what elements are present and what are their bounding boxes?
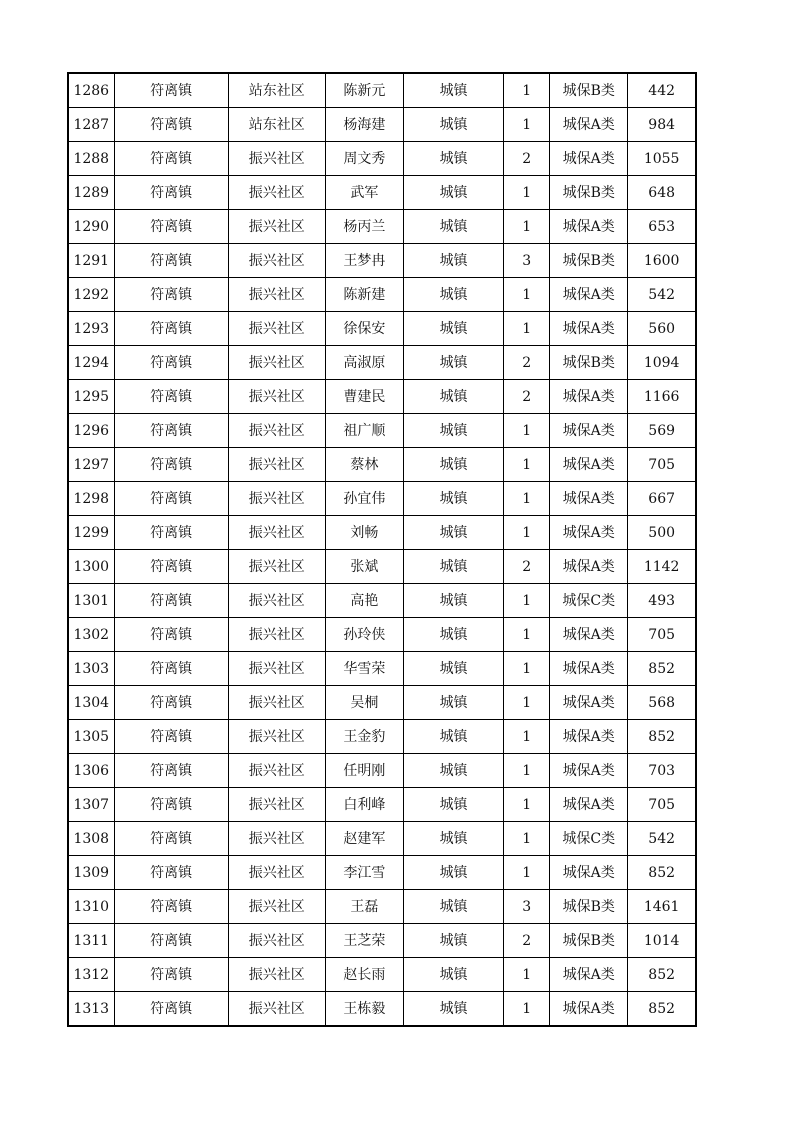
resident-name-cell: 孙玲侠: [325, 618, 403, 652]
insurance-category-cell: 城保A类: [550, 686, 628, 720]
insurance-category-cell: 城保B类: [550, 176, 628, 210]
town-cell: 符离镇: [114, 550, 228, 584]
household-count-cell: 2: [504, 142, 550, 176]
town-cell: 符离镇: [114, 73, 228, 108]
resident-name-cell: 王栋毅: [325, 992, 403, 1027]
insurance-category-cell: 城保A类: [550, 958, 628, 992]
town-cell: 符离镇: [114, 142, 228, 176]
town-cell: 符离镇: [114, 856, 228, 890]
town-cell: 符离镇: [114, 312, 228, 346]
amount-cell: 705: [628, 788, 696, 822]
table-row: [68, 108, 696, 142]
resident-name-cell: 高艳: [325, 584, 403, 618]
household-count-cell: 1: [504, 992, 550, 1027]
community-cell: 振兴社区: [228, 652, 325, 686]
resident-name-cell: 陈新建: [325, 278, 403, 312]
amount-cell: 852: [628, 652, 696, 686]
table-row: [68, 516, 696, 550]
community-cell: 振兴社区: [228, 822, 325, 856]
insurance-category-cell: 城保A类: [550, 142, 628, 176]
community-cell: 振兴社区: [228, 312, 325, 346]
row-number-cell: 1299: [68, 516, 114, 550]
table-row: [68, 312, 696, 346]
insurance-category-cell: 城保A类: [550, 312, 628, 346]
row-number-cell: 1310: [68, 890, 114, 924]
area-type-cell: 城镇: [403, 958, 503, 992]
resident-name-cell: 白利峰: [325, 788, 403, 822]
area-type-cell: 城镇: [403, 550, 503, 584]
community-cell: 振兴社区: [228, 890, 325, 924]
community-cell: 振兴社区: [228, 516, 325, 550]
row-number-cell: 1294: [68, 346, 114, 380]
amount-cell: 705: [628, 448, 696, 482]
area-type-cell: 城镇: [403, 618, 503, 652]
amount-cell: 1166: [628, 380, 696, 414]
community-cell: 振兴社区: [228, 720, 325, 754]
town-cell: 符离镇: [114, 346, 228, 380]
town-cell: 符离镇: [114, 822, 228, 856]
row-number-cell: 1292: [68, 278, 114, 312]
resident-name-cell: 华雪荣: [325, 652, 403, 686]
row-number-cell: 1289: [68, 176, 114, 210]
area-type-cell: 城镇: [403, 176, 503, 210]
area-type-cell: 城镇: [403, 992, 503, 1027]
insurance-category-cell: 城保A类: [550, 210, 628, 244]
table-row: [68, 924, 696, 958]
community-cell: 站东社区: [228, 108, 325, 142]
community-cell: 振兴社区: [228, 448, 325, 482]
amount-cell: 500: [628, 516, 696, 550]
amount-cell: 1014: [628, 924, 696, 958]
insurance-category-cell: 城保A类: [550, 108, 628, 142]
row-number-cell: 1306: [68, 754, 114, 788]
amount-cell: 1094: [628, 346, 696, 380]
table-row: [68, 278, 696, 312]
row-number-cell: 1302: [68, 618, 114, 652]
area-type-cell: 城镇: [403, 856, 503, 890]
resident-name-cell: 王梦冉: [325, 244, 403, 278]
row-number-cell: 1301: [68, 584, 114, 618]
community-cell: 振兴社区: [228, 414, 325, 448]
town-cell: 符离镇: [114, 754, 228, 788]
area-type-cell: 城镇: [403, 482, 503, 516]
area-type-cell: 城镇: [403, 924, 503, 958]
row-number-cell: 1312: [68, 958, 114, 992]
resident-name-cell: 武军: [325, 176, 403, 210]
area-type-cell: 城镇: [403, 516, 503, 550]
household-count-cell: 1: [504, 516, 550, 550]
insurance-category-cell: 城保A类: [550, 550, 628, 584]
row-number-cell: 1308: [68, 822, 114, 856]
insurance-category-cell: 城保A类: [550, 856, 628, 890]
town-cell: 符离镇: [114, 686, 228, 720]
amount-cell: 984: [628, 108, 696, 142]
resident-name-cell: 刘畅: [325, 516, 403, 550]
household-count-cell: 3: [504, 890, 550, 924]
town-cell: 符离镇: [114, 652, 228, 686]
area-type-cell: 城镇: [403, 108, 503, 142]
amount-cell: 1600: [628, 244, 696, 278]
insurance-category-cell: 城保C类: [550, 584, 628, 618]
town-cell: 符离镇: [114, 618, 228, 652]
insurance-category-cell: 城保A类: [550, 278, 628, 312]
amount-cell: 667: [628, 482, 696, 516]
insurance-category-cell: 城保A类: [550, 992, 628, 1027]
town-cell: 符离镇: [114, 516, 228, 550]
table-row: [68, 448, 696, 482]
resident-name-cell: 蔡林: [325, 448, 403, 482]
town-cell: 符离镇: [114, 720, 228, 754]
household-count-cell: 1: [504, 822, 550, 856]
community-cell: 振兴社区: [228, 924, 325, 958]
area-type-cell: 城镇: [403, 652, 503, 686]
community-cell: 振兴社区: [228, 550, 325, 584]
table-row: [68, 550, 696, 584]
amount-cell: 442: [628, 73, 696, 108]
insurance-category-cell: 城保A类: [550, 414, 628, 448]
amount-cell: 852: [628, 992, 696, 1027]
insurance-category-cell: 城保A类: [550, 652, 628, 686]
amount-cell: 852: [628, 958, 696, 992]
community-cell: 振兴社区: [228, 142, 325, 176]
amount-cell: 1461: [628, 890, 696, 924]
community-cell: 振兴社区: [228, 958, 325, 992]
household-count-cell: 1: [504, 108, 550, 142]
area-type-cell: 城镇: [403, 73, 503, 108]
household-count-cell: 1: [504, 584, 550, 618]
household-count-cell: 1: [504, 958, 550, 992]
table-row: [68, 176, 696, 210]
community-cell: 振兴社区: [228, 856, 325, 890]
household-count-cell: 1: [504, 720, 550, 754]
town-cell: 符离镇: [114, 924, 228, 958]
town-cell: 符离镇: [114, 380, 228, 414]
row-number-cell: 1303: [68, 652, 114, 686]
area-type-cell: 城镇: [403, 142, 503, 176]
table-row: [68, 414, 696, 448]
insurance-category-cell: 城保B类: [550, 73, 628, 108]
area-type-cell: 城镇: [403, 312, 503, 346]
town-cell: 符离镇: [114, 414, 228, 448]
table-row: [68, 73, 696, 108]
insurance-category-cell: 城保A类: [550, 516, 628, 550]
row-number-cell: 1291: [68, 244, 114, 278]
town-cell: 符离镇: [114, 958, 228, 992]
town-cell: 符离镇: [114, 176, 228, 210]
household-count-cell: 3: [504, 244, 550, 278]
household-count-cell: 1: [504, 686, 550, 720]
resident-name-cell: 祖广顺: [325, 414, 403, 448]
table-row: [68, 584, 696, 618]
row-number-cell: 1295: [68, 380, 114, 414]
town-cell: 符离镇: [114, 788, 228, 822]
household-count-cell: 1: [504, 788, 550, 822]
insurance-category-cell: 城保A类: [550, 720, 628, 754]
community-cell: 振兴社区: [228, 380, 325, 414]
resident-name-cell: 张斌: [325, 550, 403, 584]
table-row: [68, 346, 696, 380]
amount-cell: 542: [628, 822, 696, 856]
table-row: [68, 856, 696, 890]
resident-name-cell: 王芝荣: [325, 924, 403, 958]
area-type-cell: 城镇: [403, 890, 503, 924]
amount-cell: 542: [628, 278, 696, 312]
row-number-cell: 1307: [68, 788, 114, 822]
table-row: [68, 380, 696, 414]
community-cell: 振兴社区: [228, 754, 325, 788]
resident-name-cell: 赵长雨: [325, 958, 403, 992]
town-cell: 符离镇: [114, 992, 228, 1027]
resident-name-cell: 徐保安: [325, 312, 403, 346]
town-cell: 符离镇: [114, 210, 228, 244]
row-number-cell: 1286: [68, 73, 114, 108]
household-count-cell: 1: [504, 414, 550, 448]
table-row: [68, 652, 696, 686]
amount-cell: 852: [628, 720, 696, 754]
insurance-category-cell: 城保B类: [550, 346, 628, 380]
resident-name-cell: 李江雪: [325, 856, 403, 890]
household-count-cell: 1: [504, 652, 550, 686]
amount-cell: 1142: [628, 550, 696, 584]
table-row: [68, 958, 696, 992]
resident-name-cell: 陈新元: [325, 73, 403, 108]
insurance-category-cell: 城保A类: [550, 788, 628, 822]
amount-cell: 493: [628, 584, 696, 618]
community-cell: 振兴社区: [228, 210, 325, 244]
amount-cell: 569: [628, 414, 696, 448]
community-cell: 振兴社区: [228, 686, 325, 720]
town-cell: 符离镇: [114, 890, 228, 924]
area-type-cell: 城镇: [403, 788, 503, 822]
community-cell: 振兴社区: [228, 244, 325, 278]
household-count-cell: 1: [504, 754, 550, 788]
area-type-cell: 城镇: [403, 686, 503, 720]
area-type-cell: 城镇: [403, 210, 503, 244]
row-number-cell: 1305: [68, 720, 114, 754]
row-number-cell: 1311: [68, 924, 114, 958]
community-cell: 站东社区: [228, 73, 325, 108]
amount-cell: 653: [628, 210, 696, 244]
town-cell: 符离镇: [114, 244, 228, 278]
town-cell: 符离镇: [114, 108, 228, 142]
insurance-category-cell: 城保B类: [550, 890, 628, 924]
community-cell: 振兴社区: [228, 992, 325, 1027]
row-number-cell: 1290: [68, 210, 114, 244]
table-row: [68, 788, 696, 822]
amount-cell: 648: [628, 176, 696, 210]
community-cell: 振兴社区: [228, 346, 325, 380]
insurance-category-cell: 城保B类: [550, 924, 628, 958]
row-number-cell: 1313: [68, 992, 114, 1027]
table-row: [68, 244, 696, 278]
resident-name-cell: 王金豹: [325, 720, 403, 754]
amount-cell: 703: [628, 754, 696, 788]
area-type-cell: 城镇: [403, 584, 503, 618]
amount-cell: 568: [628, 686, 696, 720]
resident-name-cell: 高淑原: [325, 346, 403, 380]
resident-name-cell: 任明刚: [325, 754, 403, 788]
town-cell: 符离镇: [114, 448, 228, 482]
table-row: [68, 210, 696, 244]
amount-cell: 705: [628, 618, 696, 652]
subsidy-table: [67, 72, 697, 1027]
row-number-cell: 1288: [68, 142, 114, 176]
insurance-category-cell: 城保A类: [550, 754, 628, 788]
insurance-category-cell: 城保B类: [550, 244, 628, 278]
area-type-cell: 城镇: [403, 720, 503, 754]
insurance-category-cell: 城保A类: [550, 618, 628, 652]
resident-name-cell: 王磊: [325, 890, 403, 924]
table-row: [68, 992, 696, 1027]
household-count-cell: 1: [504, 618, 550, 652]
town-cell: 符离镇: [114, 482, 228, 516]
household-count-cell: 1: [504, 176, 550, 210]
resident-name-cell: 赵建军: [325, 822, 403, 856]
amount-cell: 560: [628, 312, 696, 346]
table-row: [68, 482, 696, 516]
row-number-cell: 1297: [68, 448, 114, 482]
area-type-cell: 城镇: [403, 278, 503, 312]
insurance-category-cell: 城保C类: [550, 822, 628, 856]
area-type-cell: 城镇: [403, 754, 503, 788]
resident-name-cell: 吴桐: [325, 686, 403, 720]
insurance-category-cell: 城保A类: [550, 380, 628, 414]
community-cell: 振兴社区: [228, 618, 325, 652]
household-count-cell: 2: [504, 346, 550, 380]
household-count-cell: 1: [504, 856, 550, 890]
community-cell: 振兴社区: [228, 788, 325, 822]
table-row: [68, 754, 696, 788]
resident-name-cell: 杨海建: [325, 108, 403, 142]
row-number-cell: 1298: [68, 482, 114, 516]
household-count-cell: 2: [504, 550, 550, 584]
household-count-cell: 1: [504, 73, 550, 108]
row-number-cell: 1309: [68, 856, 114, 890]
resident-name-cell: 杨丙兰: [325, 210, 403, 244]
town-cell: 符离镇: [114, 584, 228, 618]
area-type-cell: 城镇: [403, 448, 503, 482]
table-row: [68, 686, 696, 720]
table-row: [68, 618, 696, 652]
community-cell: 振兴社区: [228, 176, 325, 210]
row-number-cell: 1304: [68, 686, 114, 720]
community-cell: 振兴社区: [228, 584, 325, 618]
area-type-cell: 城镇: [403, 346, 503, 380]
household-count-cell: 1: [504, 448, 550, 482]
table-row: [68, 142, 696, 176]
row-number-cell: 1293: [68, 312, 114, 346]
area-type-cell: 城镇: [403, 414, 503, 448]
resident-name-cell: 孙宜伟: [325, 482, 403, 516]
community-cell: 振兴社区: [228, 278, 325, 312]
household-count-cell: 2: [504, 924, 550, 958]
table-row: [68, 720, 696, 754]
resident-name-cell: 曹建民: [325, 380, 403, 414]
row-number-cell: 1296: [68, 414, 114, 448]
resident-name-cell: 周文秀: [325, 142, 403, 176]
insurance-category-cell: 城保A类: [550, 482, 628, 516]
household-count-cell: 1: [504, 210, 550, 244]
amount-cell: 852: [628, 856, 696, 890]
household-count-cell: 1: [504, 278, 550, 312]
area-type-cell: 城镇: [403, 822, 503, 856]
household-count-cell: 1: [504, 312, 550, 346]
insurance-category-cell: 城保A类: [550, 448, 628, 482]
area-type-cell: 城镇: [403, 244, 503, 278]
town-cell: 符离镇: [114, 278, 228, 312]
area-type-cell: 城镇: [403, 380, 503, 414]
table-row: [68, 890, 696, 924]
community-cell: 振兴社区: [228, 482, 325, 516]
household-count-cell: 2: [504, 380, 550, 414]
amount-cell: 1055: [628, 142, 696, 176]
household-count-cell: 1: [504, 482, 550, 516]
row-number-cell: 1287: [68, 108, 114, 142]
table-body: [68, 73, 696, 1026]
row-number-cell: 1300: [68, 550, 114, 584]
table-row: [68, 822, 696, 856]
